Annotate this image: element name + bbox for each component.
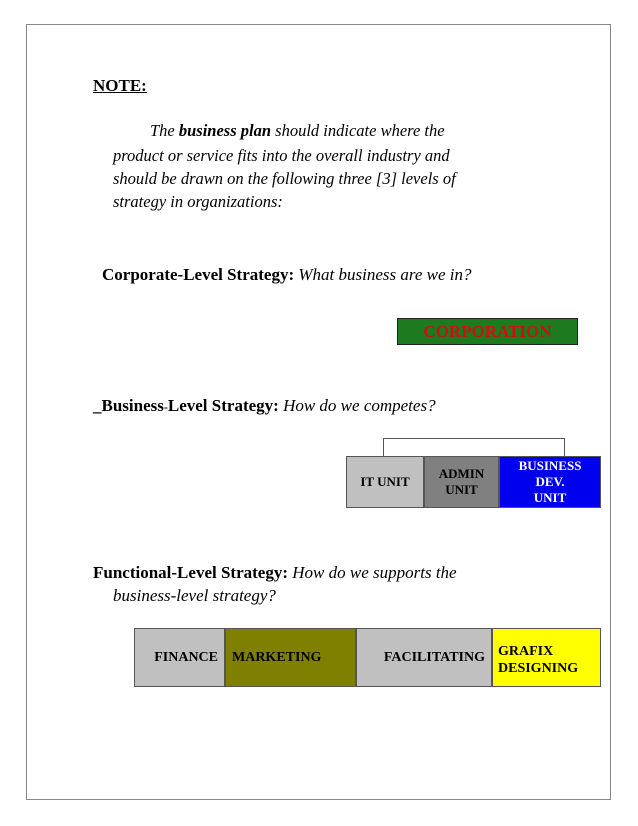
functional-label: Functional-Level Strategy: bbox=[93, 563, 288, 582]
org-connector-right bbox=[564, 438, 565, 456]
business-heading bbox=[93, 396, 436, 416]
note-bold-term: business plan bbox=[178, 121, 272, 140]
business-question: How do we competes? bbox=[278, 396, 436, 415]
finance-box: FINANCE bbox=[134, 628, 225, 687]
business-underscore: _ bbox=[93, 396, 102, 415]
business-label-b: Level Strategy: bbox=[167, 396, 279, 415]
facilitating-box: FACILITATING bbox=[356, 628, 492, 687]
business-dev-unit-box: BUSINESS DEV. UNIT bbox=[499, 456, 601, 508]
business-label-a: Business bbox=[101, 396, 164, 415]
org-connector-top bbox=[383, 438, 565, 439]
note-line-2: product or service fits into the overall industry and bbox=[113, 146, 450, 165]
note-line-4: strategy in organizations: bbox=[113, 192, 283, 211]
corporate-heading bbox=[102, 265, 472, 285]
corporate-label: Corporate-Level Strategy: bbox=[102, 265, 295, 284]
admin-unit-box: ADMIN UNIT bbox=[424, 456, 499, 508]
org-connector-left bbox=[383, 438, 384, 456]
business-label-dash: - bbox=[163, 400, 168, 414]
note-title: NOTE: bbox=[93, 76, 147, 95]
corporate-question: What business are we in? bbox=[294, 265, 472, 284]
grafix-designing-box: GRAFIX DESIGNING bbox=[492, 628, 601, 687]
note-line-1-suffix: should indicate where the bbox=[271, 121, 445, 140]
note-line-3: should be drawn on the following three [3] levels of bbox=[113, 169, 456, 188]
it-unit-box: IT UNIT bbox=[346, 456, 424, 508]
note-line-1-prefix: The bbox=[150, 121, 179, 140]
note-line-1 bbox=[150, 119, 445, 142]
functional-heading bbox=[93, 563, 457, 583]
marketing-box: MARKETING bbox=[225, 628, 356, 687]
functional-question: How do we supports the bbox=[288, 563, 457, 582]
corporation-box: CORPORATION bbox=[397, 318, 578, 345]
functional-question-line-2: business-level strategy? bbox=[113, 586, 276, 605]
